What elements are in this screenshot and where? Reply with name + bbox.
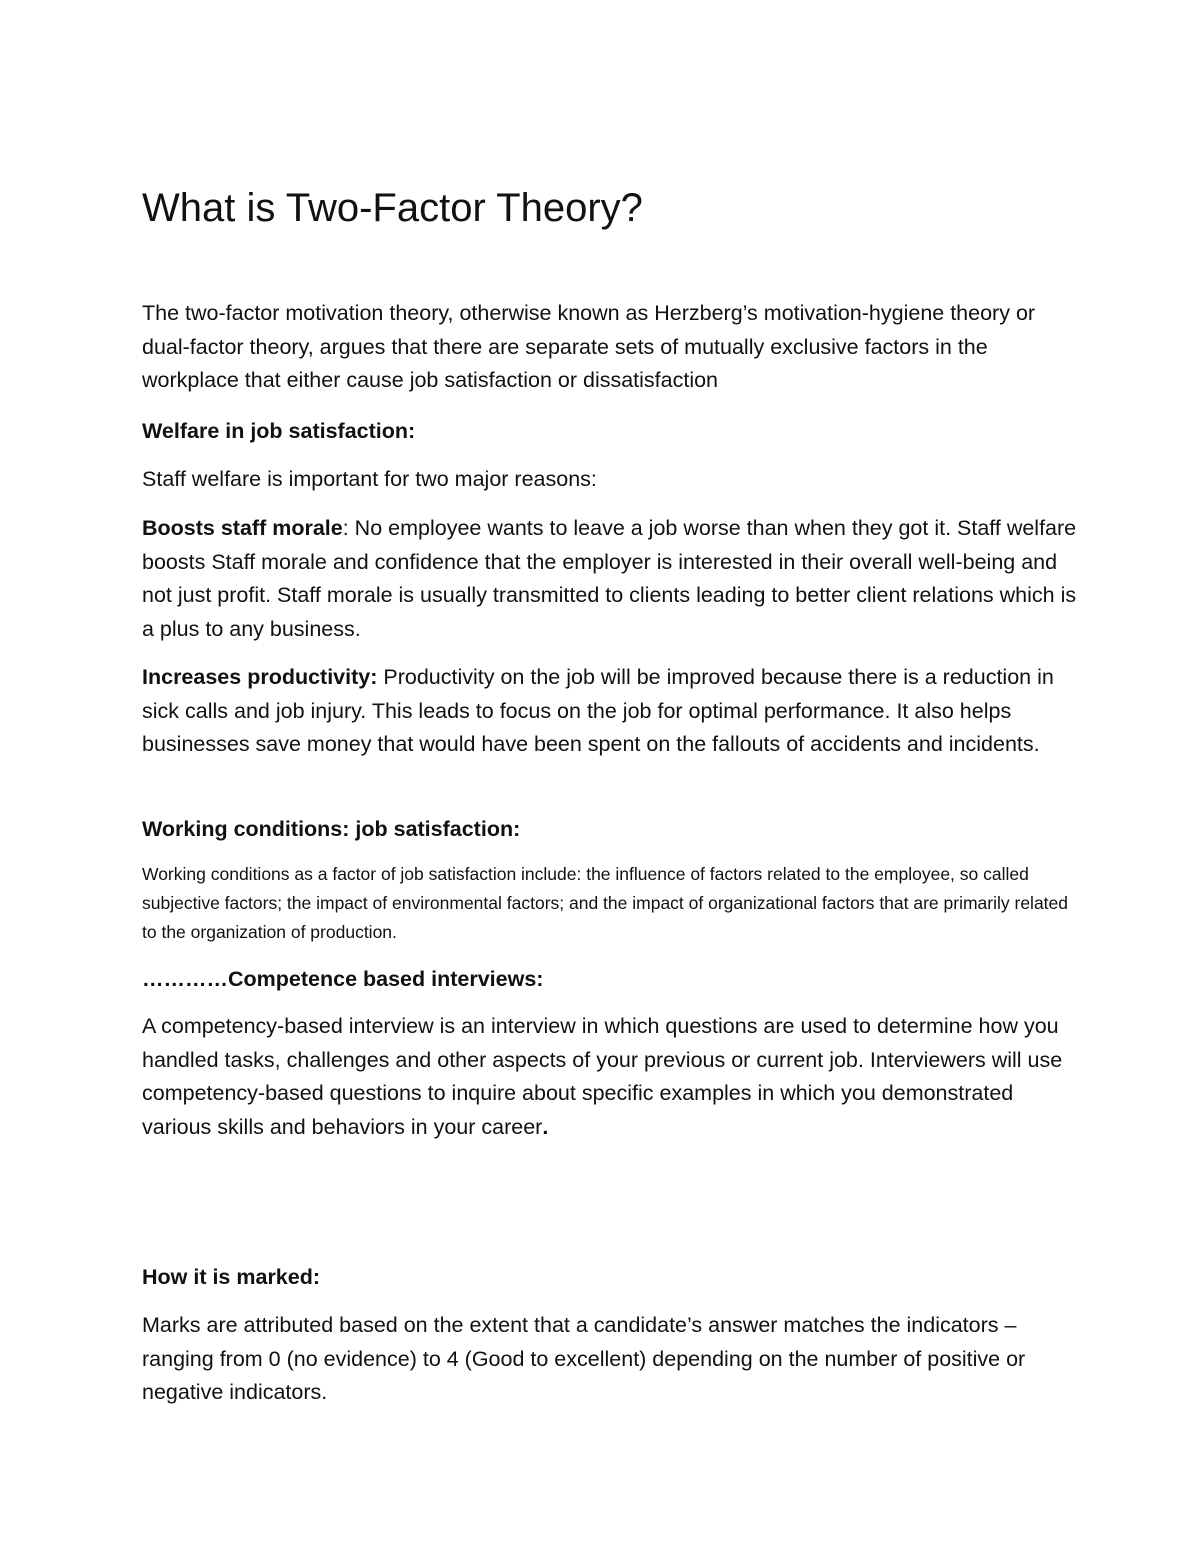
competence-paragraph: [142, 1010, 1077, 1144]
document-title: What is Two-Factor Theory?: [142, 186, 643, 230]
marked-paragraph: Marks are attributed based on the extent that a candidate’s answer matches the indicators – ranging from 0 (no evidence) to 4 (Good to excellent) depending on the number of positive or negative indicators.: [142, 1313, 1026, 1404]
working-conditions-heading: Working conditions: job satisfaction:: [142, 817, 521, 841]
competence-text: A competency-based interview is an interview in which questions are used to determine how you handled tasks, challenges and other aspects of your previous or current job. Interviewers will use competency-based questions to inquire about specific examples in which you demonstrated various skills and behaviors in your career: [142, 1014, 1063, 1139]
morale-paragraph: [142, 512, 1077, 646]
welfare-intro: Staff welfare is important for two major reasons:: [142, 467, 597, 491]
morale-colon: :: [342, 516, 349, 540]
productivity-text: Productivity on the job will be improved because there is a reduction in sick calls and job injury. This leads to focus on the job for optimal performance. It also helps businesses save money that would have been spent on the fallouts of accidents and incidents.: [142, 665, 1054, 756]
working-conditions-paragraph: Working conditions as a factor of job satisfaction include: the influence of factors related to the employee, so called subjective factors; the impact of environmental factors; and the impact of organizational factors that are primarily related to the organization of production.: [142, 864, 1069, 942]
competence-heading: …………Competence based interviews:: [142, 967, 544, 991]
intro-paragraph: The two-factor motivation theory, otherwise known as Herzberg’s motivation-hygiene theory or dual-factor theory, argues that there are separate sets of mutually exclusive factors in the workplace that either cause job satisfaction or dissatisfaction: [142, 301, 1036, 392]
morale-label: Boosts staff morale: [142, 516, 343, 540]
competence-end: .: [542, 1114, 549, 1139]
productivity-paragraph: [142, 661, 1077, 762]
productivity-label: Increases productivity:: [142, 665, 378, 689]
marked-heading: How it is marked:: [142, 1265, 321, 1289]
morale-text: No employee wants to leave a job worse than when they got it. Staff welfare boosts Staff morale and confidence that the employer is interested in their overall well-being and not just profit. Staff morale is usually transmitted to clients leading to better client relations which is a plus to any business.: [142, 516, 1077, 641]
welfare-heading: Welfare in job satisfaction:: [142, 419, 416, 443]
